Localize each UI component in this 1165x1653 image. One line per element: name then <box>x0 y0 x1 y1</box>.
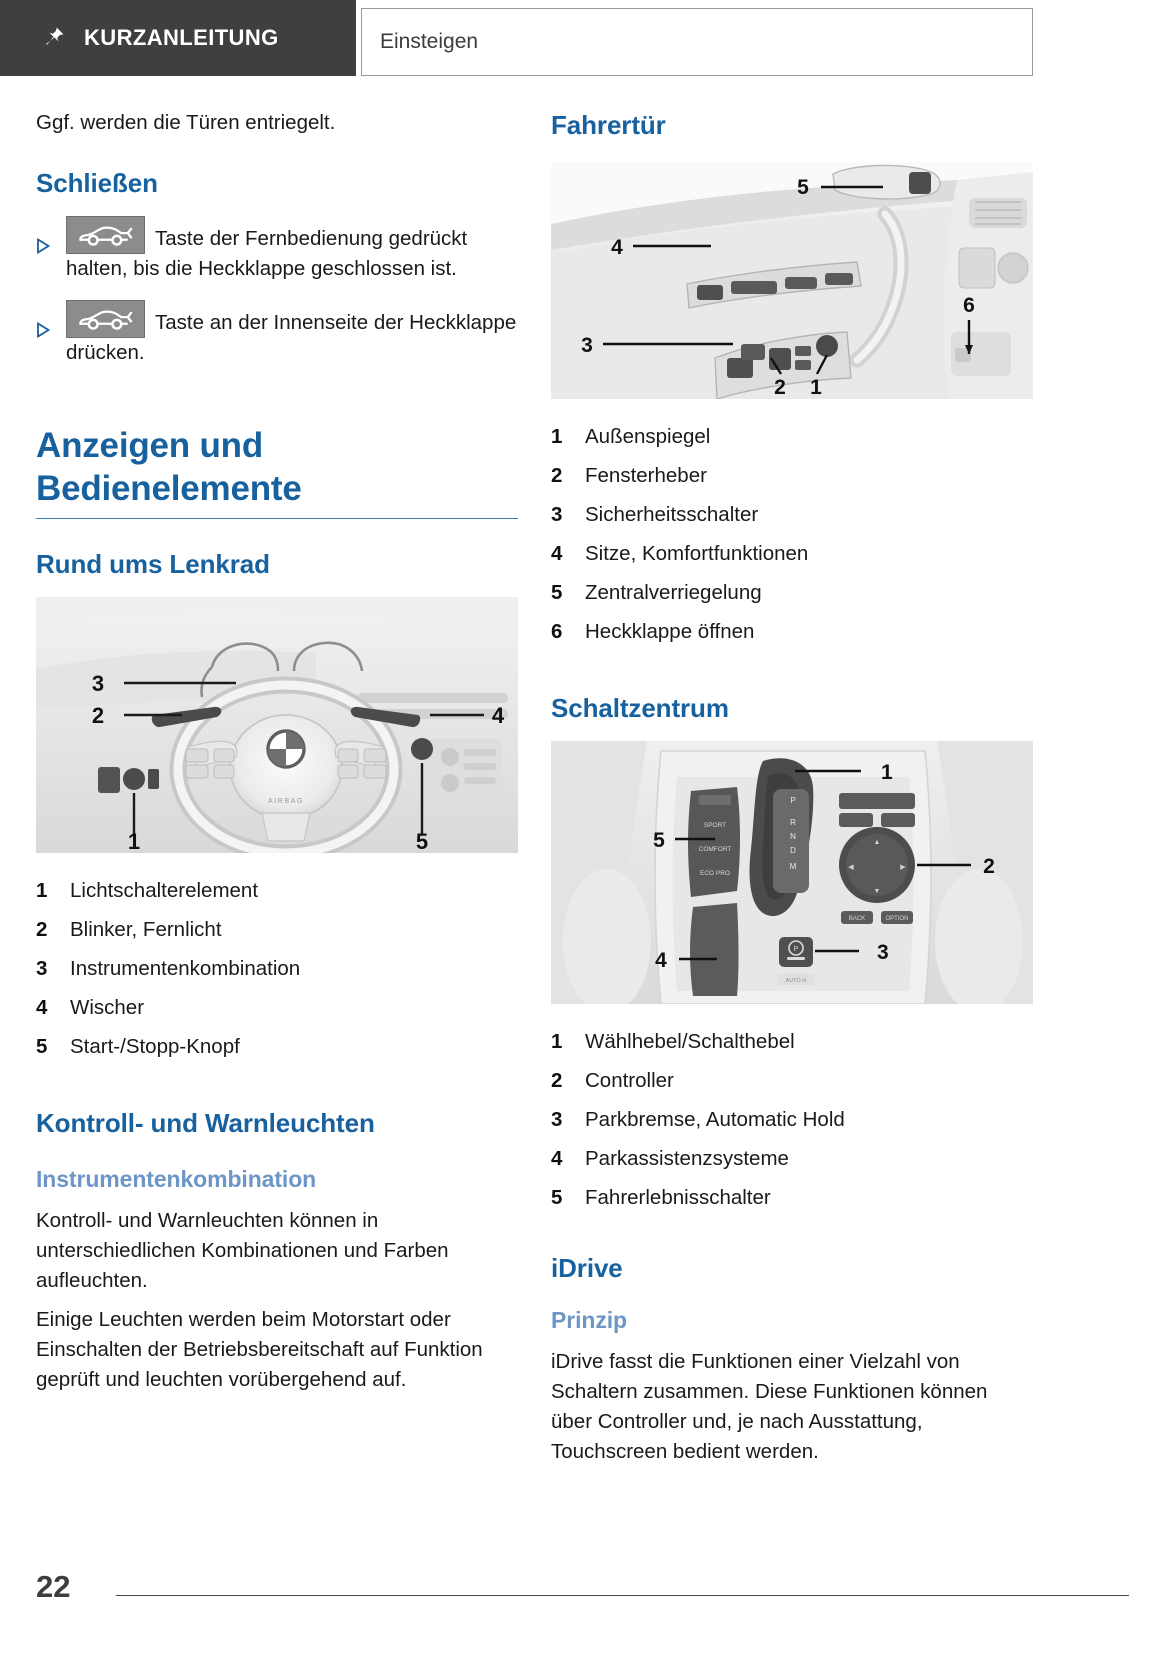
legend-number: 4 <box>551 542 563 565</box>
driver-door-legend <box>551 423 1033 645</box>
step-bullet <box>36 216 66 254</box>
switch-center-legend <box>551 1028 1033 1211</box>
page-number: 22 <box>36 1569 71 1604</box>
legend-label: Fahrerlebnisschalter <box>585 1186 771 1209</box>
legend-number: 2 <box>551 1069 563 1092</box>
legend-label: Parkbremse, Automatic Hold <box>585 1108 845 1131</box>
svg-text:M: M <box>789 862 797 871</box>
svg-text:5: 5 <box>415 829 429 853</box>
legend-label: Instrumentenkombination <box>70 957 301 980</box>
svg-text:SPORT: SPORT <box>703 822 727 829</box>
heading-fahrertuer: Fahrertür <box>551 110 666 140</box>
legend-label: Parkassistenzsysteme <box>585 1147 789 1170</box>
legend-number: 2 <box>36 918 48 941</box>
svg-text:5: 5 <box>653 829 665 852</box>
intro-paragraph: Ggf. werden die Türen entriegelt. <box>36 111 336 134</box>
chapter-tab-kurzanleitung[interactable] <box>0 0 356 76</box>
tailgate-close-button-icon <box>66 300 145 338</box>
step-label: Taste der Fernbedienung gedrückt halten, bis die Heckklappe geschlossen ist. <box>66 227 468 280</box>
svg-text:OPTION: OPTION <box>885 916 909 922</box>
legend-number: 1 <box>36 879 48 902</box>
triangle-right-icon <box>36 238 51 254</box>
heading-kontroll-warnleuchten: Kontroll- und Warnleuchten <box>36 1108 375 1138</box>
center-console-figure <box>551 741 1033 1004</box>
legend-number: 1 <box>551 425 563 448</box>
svg-text:6: 6 <box>963 294 975 317</box>
page-header <box>0 0 1165 90</box>
step-text-wrapper <box>66 300 518 368</box>
legend-label: Wählhebel/Schalthebel <box>585 1030 795 1053</box>
list-item <box>551 540 1033 567</box>
triangle-right-icon <box>36 322 51 338</box>
legend-number: 4 <box>36 996 48 1019</box>
heading-rund-ums-lenkrad: Rund ums Lenkrad <box>36 549 270 579</box>
heading-idrive: iDrive <box>551 1253 623 1283</box>
left-column <box>36 108 518 1411</box>
list-item <box>551 618 1033 645</box>
svg-text:3: 3 <box>581 334 593 357</box>
svg-text:AUTO H: AUTO H <box>785 978 807 984</box>
step-item <box>36 216 518 284</box>
breadcrumb-label: Einsteigen <box>380 30 479 53</box>
legend-label: Sitze, Komfortfunktionen <box>585 542 809 565</box>
warning-lights-paragraph-1: Kontroll- und Warnleuchten können in unterschiedlichen Kombinationen und Farben aufleuchten. <box>36 1209 449 1292</box>
section-title-anzeigen-bedienelemente: Anzeigen und Bedienelemente <box>36 426 302 508</box>
legend-number: 5 <box>551 581 563 604</box>
svg-text:AIRBAG: AIRBAG <box>267 798 305 805</box>
svg-text:4: 4 <box>611 236 623 259</box>
step-text-wrapper <box>66 216 518 284</box>
subheading-prinzip: Prinzip <box>551 1307 627 1333</box>
idrive-paragraph: iDrive fasst die Funktionen einer Vielzahl von Schaltern zusammen. Diese Funktionen können über Controller und, je nach Ausstattung, Touchscreen bedient werden. <box>551 1350 988 1463</box>
list-item <box>551 1028 1033 1055</box>
svg-text:R: R <box>790 818 796 827</box>
legend-label: Zentralverriegelung <box>585 581 762 604</box>
svg-text:◀: ◀ <box>848 864 854 871</box>
svg-text:BACK: BACK <box>848 916 866 922</box>
legend-number: 5 <box>36 1035 48 1058</box>
svg-text:2: 2 <box>91 703 105 728</box>
legend-label: Außenspiegel <box>585 425 711 448</box>
tailgate-close-button-icon <box>66 216 145 254</box>
legend-label: Sicherheitsschalter <box>585 503 759 526</box>
svg-text:3: 3 <box>91 671 105 696</box>
list-item <box>551 1184 1033 1211</box>
svg-text:P: P <box>793 946 799 953</box>
svg-text:D: D <box>790 846 796 855</box>
svg-text:2: 2 <box>774 376 786 399</box>
legend-label: Wischer <box>70 996 145 1019</box>
svg-text:P: P <box>790 796 796 805</box>
legend-label: Heckklappe öffnen <box>585 620 755 643</box>
step-bullet <box>36 300 66 338</box>
list-item <box>36 877 518 904</box>
legend-number: 3 <box>551 1108 563 1131</box>
legend-number: 5 <box>551 1186 563 1209</box>
legend-label: Start-/Stopp-Knopf <box>70 1035 240 1058</box>
list-item <box>551 501 1033 528</box>
breadcrumb[interactable] <box>361 8 1033 76</box>
warning-lights-paragraph-2: Einige Leuchten werden beim Motorstart oder Einschalten der Betriebsbereitschaft auf Funktion geprüft und leuchten vorübergehend auf. <box>36 1308 483 1391</box>
svg-text:▲: ▲ <box>873 839 881 846</box>
list-item <box>551 462 1033 489</box>
pin-icon <box>40 25 66 51</box>
chapter-tab-label: KURZANLEITUNG <box>84 25 279 50</box>
legend-number: 3 <box>36 957 48 980</box>
svg-text:1: 1 <box>810 376 822 399</box>
page-footer <box>36 1567 1129 1607</box>
legend-label: Fensterheber <box>585 464 707 487</box>
steering-wheel-legend <box>36 877 518 1060</box>
list-item <box>36 994 518 1021</box>
svg-text:▼: ▼ <box>873 888 881 895</box>
svg-text:1: 1 <box>127 829 141 853</box>
footer-divider <box>116 1595 1129 1596</box>
svg-text:COMFORT: COMFORT <box>698 846 732 853</box>
list-item <box>551 1106 1033 1133</box>
legend-label: Blinker, Fernlicht <box>70 918 222 941</box>
legend-label: Controller <box>585 1069 674 1092</box>
list-item <box>551 423 1033 450</box>
heading-schaltzentrum: Schaltzentrum <box>551 693 729 723</box>
legend-label: Lichtschalterelement <box>70 879 259 902</box>
list-item <box>36 955 518 982</box>
right-column <box>551 108 1033 1483</box>
legend-number: 4 <box>551 1147 563 1170</box>
steering-wheel-figure <box>36 597 518 853</box>
svg-text:5: 5 <box>797 176 809 199</box>
svg-text:ECO PRO: ECO PRO <box>700 870 730 877</box>
subheading-instrumentenkombination: Instrumentenkombination <box>36 1166 317 1192</box>
step-item <box>36 300 518 368</box>
legend-number: 3 <box>551 503 563 526</box>
heading-schliessen: Schließen <box>36 168 158 198</box>
legend-number: 2 <box>551 464 563 487</box>
svg-text:3: 3 <box>877 941 889 964</box>
driver-door-figure <box>551 162 1033 399</box>
list-item <box>551 579 1033 606</box>
list-item <box>36 1033 518 1060</box>
legend-number: 1 <box>551 1030 563 1053</box>
svg-text:▶: ▶ <box>900 864 906 871</box>
list-item <box>551 1145 1033 1172</box>
svg-text:4: 4 <box>491 703 505 728</box>
list-item <box>36 916 518 943</box>
list-item <box>551 1067 1033 1094</box>
svg-text:2: 2 <box>983 855 995 878</box>
svg-text:4: 4 <box>655 949 667 972</box>
svg-text:1: 1 <box>881 761 893 784</box>
step-label: Taste an der Innenseite der Heckklappe drücken. <box>66 311 517 364</box>
legend-number: 6 <box>551 620 563 643</box>
svg-text:N: N <box>790 832 796 841</box>
